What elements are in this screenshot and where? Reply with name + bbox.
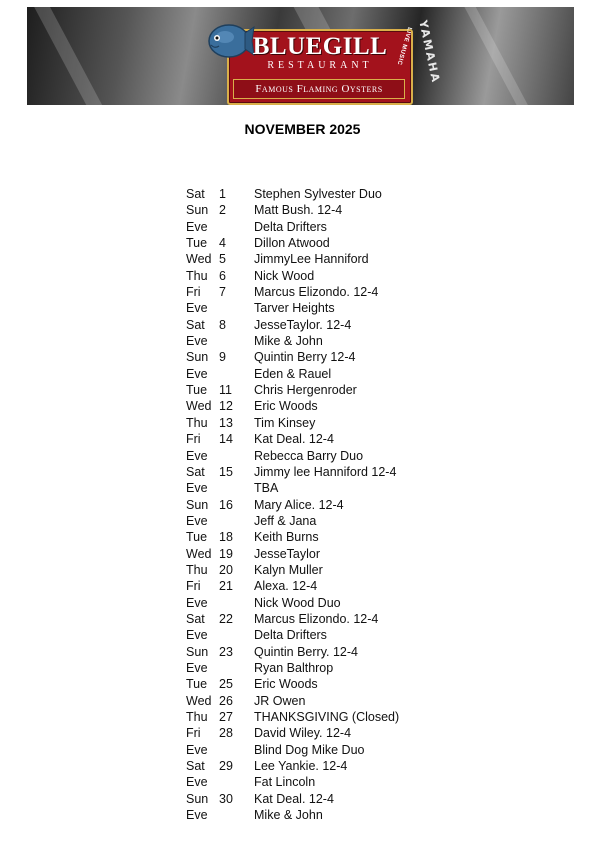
schedule-act: Mike & John [254, 334, 323, 349]
schedule-day: Tue [186, 530, 208, 545]
schedule-row [186, 186, 446, 202]
schedule-act: Matt Bush. 12-4 [254, 203, 343, 218]
schedule-row [186, 497, 446, 513]
schedule-act: Eden & Rauel [254, 366, 332, 381]
banner-light-streak [30, 7, 117, 105]
schedule-day: Sat [186, 317, 205, 332]
schedule-day: Sun [186, 791, 209, 806]
schedule-day: Thu [186, 268, 208, 283]
schedule-act: Tim Kinsey [254, 415, 316, 430]
schedule-day: Sun [186, 203, 209, 218]
schedule-date: 25 [219, 677, 233, 692]
schedule-date: 21 [219, 579, 233, 594]
schedule-day: Eve [186, 775, 208, 790]
schedule-date: 14 [219, 432, 233, 447]
schedule-act: Lee Yankie. 12-4 [254, 759, 348, 774]
schedule-row [186, 513, 446, 529]
schedule-row [186, 333, 446, 349]
schedule-act: JesseTaylor [254, 546, 320, 561]
schedule-row [186, 219, 446, 235]
schedule-date: 12 [219, 399, 233, 414]
schedule-day: Sat [186, 464, 205, 479]
schedule-day: Thu [186, 562, 208, 577]
schedule-row [186, 268, 446, 284]
schedule-day: Tue [186, 383, 208, 398]
schedule-day: Eve [186, 660, 208, 675]
schedule-date: 11 [219, 383, 232, 398]
schedule-row [186, 448, 446, 464]
schedule-day: Wed [186, 252, 212, 267]
schedule-row [186, 398, 446, 414]
schedule-day: Eve [186, 219, 208, 234]
schedule-day: Wed [186, 399, 212, 414]
schedule-act: Mike & John [254, 808, 323, 823]
schedule-date: 20 [219, 562, 233, 577]
schedule-day: Sun [186, 497, 209, 512]
schedule-date: 15 [219, 464, 233, 479]
schedule-act: THANKSGIVING (Closed) [254, 710, 400, 724]
schedule-row [186, 562, 446, 578]
schedule-row [186, 300, 446, 316]
schedule-date: 1 [219, 187, 226, 201]
guitar-brand-text: YAMAHA [416, 19, 443, 85]
schedule-row [186, 627, 446, 643]
schedule-act: Kat Deal. 12-4 [254, 791, 334, 806]
schedule-date: 26 [219, 693, 233, 708]
schedule-day: Sat [186, 759, 205, 774]
schedule-act: Rebecca Barry Duo [254, 448, 364, 463]
schedule-date: 23 [219, 644, 233, 659]
schedule-row [186, 611, 446, 627]
schedule-act: Eric Woods [254, 677, 318, 692]
schedule-row [186, 742, 446, 758]
schedule-act: Mary Alice. 12-4 [254, 497, 344, 512]
schedule-day: Eve [186, 334, 208, 349]
schedule-act: Jimmy lee Hanniford 12-4 [254, 464, 397, 479]
schedule-date: 16 [219, 497, 233, 512]
schedule-row [186, 546, 446, 562]
schedule-row [186, 774, 446, 790]
schedule-row [186, 431, 446, 447]
schedule-act: David Wiley. 12-4 [254, 726, 352, 741]
schedule-row [186, 529, 446, 545]
schedule-row [186, 235, 446, 251]
schedule-date: 2 [219, 203, 226, 218]
schedule-day: Eve [186, 595, 208, 610]
schedule-act: TBA [254, 481, 279, 496]
schedule-row [186, 660, 446, 676]
schedule-day: Fri [186, 579, 201, 594]
schedule-date: 7 [219, 285, 226, 300]
schedule-date: 13 [219, 415, 233, 430]
schedule-act: Quintin Berry. 12-4 [254, 644, 358, 659]
schedule-act: Tarver Heights [254, 301, 335, 316]
schedule-act: Kalyn Muller [254, 562, 323, 577]
header-banner [27, 7, 574, 105]
schedule-day: Eve [186, 448, 208, 463]
schedule-day: Tue [186, 677, 208, 692]
schedule-date: 5 [219, 252, 226, 267]
schedule-day: Sun [186, 644, 209, 659]
schedule-act: Delta Drifters [254, 628, 327, 643]
schedule-day: Fri [186, 285, 201, 300]
schedule-row [186, 480, 446, 496]
schedule-row [186, 578, 446, 594]
schedule-row [186, 382, 446, 398]
schedule-act: Nick Wood Duo [254, 595, 341, 610]
schedule-day: Fri [186, 726, 201, 741]
schedule-date: 9 [219, 350, 226, 365]
schedule-day: Wed [186, 693, 212, 708]
schedule-date: 22 [219, 611, 233, 626]
schedule-act: JimmyLee Hanniford [254, 252, 369, 267]
schedule-day: Thu [186, 415, 208, 430]
schedule-act: Delta Drifters [254, 219, 327, 234]
schedule-day: Eve [186, 808, 208, 823]
schedule-date: 8 [219, 317, 226, 332]
schedule-date: 18 [219, 530, 233, 545]
schedule-act: Kat Deal. 12-4 [254, 432, 334, 447]
schedule-act: Dillon Atwood [254, 236, 330, 251]
schedule-act: Alexa. 12-4 [254, 579, 318, 594]
schedule-act: Marcus Elizondo. 12-4 [254, 285, 379, 300]
schedule-date: 6 [219, 268, 226, 283]
schedule-date: 28 [219, 726, 233, 741]
schedule-act: JesseTaylor. 12-4 [254, 317, 352, 332]
schedule-day: Sun [186, 350, 209, 365]
schedule-act: Stephen Sylvester Duo [254, 187, 382, 201]
schedule-date: 19 [219, 546, 233, 561]
schedule-row [186, 595, 446, 611]
restaurant-logo [205, 19, 411, 105]
schedule-row [186, 693, 446, 709]
schedule-row [186, 791, 446, 807]
page-title: NOVEMBER 2025 [244, 121, 361, 137]
schedule-day: Sat [186, 611, 205, 626]
schedule-row [186, 644, 446, 660]
schedule-day: Eve [186, 628, 208, 643]
schedule-act: Keith Burns [254, 530, 319, 545]
schedule-day: Eve [186, 481, 208, 496]
banner-light-streak [455, 7, 548, 105]
schedule-act: Blind Dog Mike Duo [254, 742, 365, 757]
schedule-row [186, 758, 446, 774]
schedule-act: Quintin Berry 12-4 [254, 350, 356, 365]
schedule-row [186, 349, 446, 365]
schedule-day: Eve [186, 513, 208, 528]
live-music-badge: LIVE MUSIC [395, 26, 413, 66]
schedule-row [186, 317, 446, 333]
schedule-day: Wed [186, 546, 212, 561]
schedule-row [186, 251, 446, 267]
schedule-day: Fri [186, 432, 201, 447]
schedule-row [186, 807, 446, 823]
schedule-day: Tue [186, 236, 208, 251]
schedule-act: Eric Woods [254, 399, 318, 414]
schedule-row [186, 202, 446, 218]
schedule-day: Eve [186, 742, 208, 757]
schedule-day: Eve [186, 301, 208, 316]
schedule-row [186, 415, 446, 431]
schedule-act: JR Owen [254, 693, 306, 708]
schedule-act: Ryan Balthrop [254, 660, 334, 675]
schedule-row [186, 709, 446, 725]
schedule-act: Marcus Elizondo. 12-4 [254, 611, 379, 626]
schedule-date: 30 [219, 791, 233, 806]
schedule-row [186, 725, 446, 741]
schedule-date: 27 [219, 710, 233, 724]
schedule-act: Nick Wood [254, 268, 315, 283]
brand-subtitle: RESTAURANT [267, 60, 373, 71]
schedule-date: 29 [219, 759, 233, 774]
brand-name: BLUEGILL [252, 33, 388, 60]
schedule-act: Fat Lincoln [254, 775, 316, 790]
brand-tagline: Famous Flaming Oysters [233, 79, 405, 99]
schedule-row [186, 284, 446, 300]
schedule-row [186, 676, 446, 692]
schedule-act: Jeff & Jana [254, 513, 317, 528]
schedule-day: Eve [186, 366, 208, 381]
schedule-day: Sat [186, 187, 205, 201]
schedule-date: 4 [219, 236, 226, 251]
schedule-row [186, 464, 446, 480]
schedule-act: Chris Hergenroder [254, 383, 357, 398]
schedule-row [186, 366, 446, 382]
event-schedule [186, 186, 446, 823]
schedule-day: Thu [186, 710, 208, 724]
